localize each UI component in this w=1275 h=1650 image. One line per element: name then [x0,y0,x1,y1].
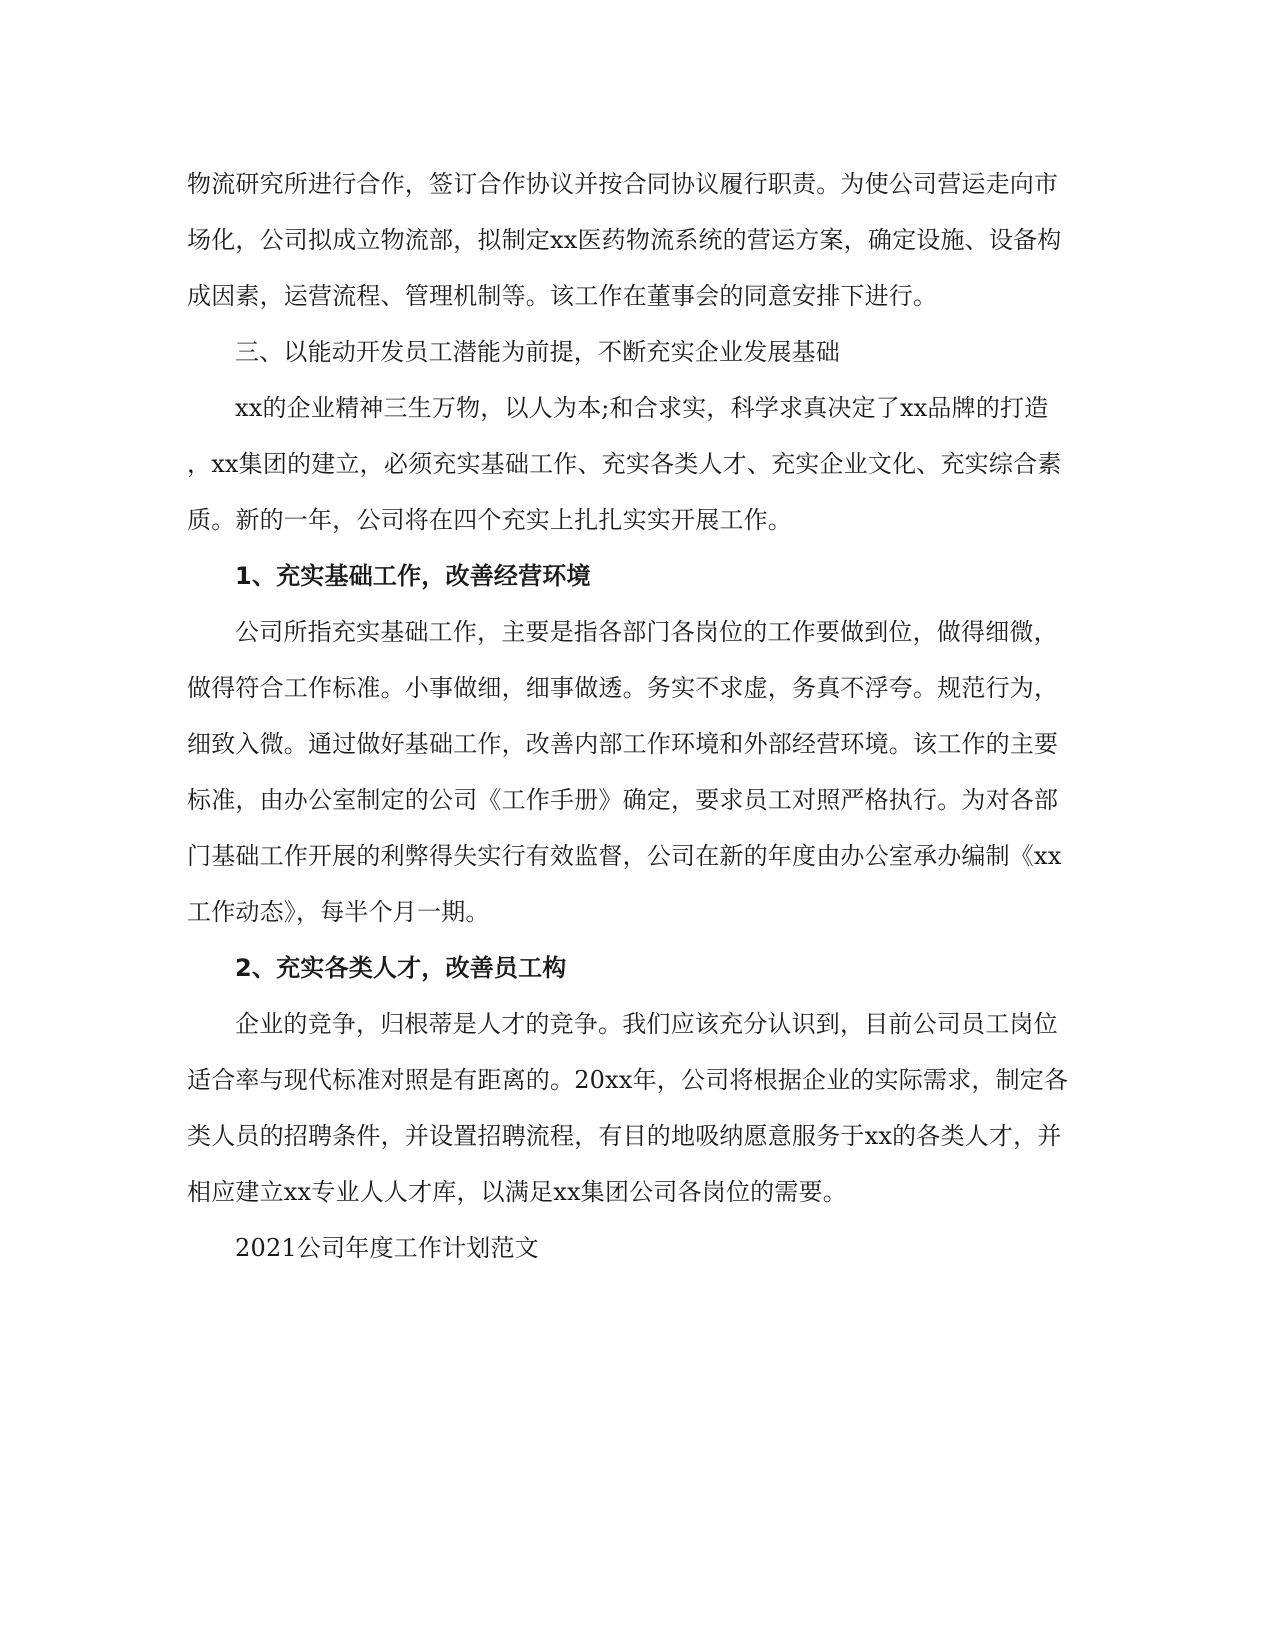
section-heading: 三、以能动开发员工潜能为前提，不断充实企业发展基础 [235,338,840,366]
body-text-line: 场化，公司拟成立物流部，拟制定xx医药物流系统的营运方案，确定设施、设备构 [187,226,1062,254]
body-text-line: 物流研究所进行合作，签订合作协议并按合同协议履行职责。为使公司营运走向市 [187,170,1059,198]
body-text-line: 适合率与现代标准对照是有距离的。20xx年，公司将根据企业的实际需求，制定各 [187,1066,1069,1094]
body-text-line: 做得符合工作标准。小事做细，细事做透。务实不求虚，务真不浮夸。规范行为， [187,674,1059,702]
body-text-line: 门基础工作开展的利弊得失实行有效监督，公司在新的年度由办公室承办编制《xx [187,842,1062,870]
body-text-line: 标准，由办公室制定的公司《工作手册》确定，要求员工对照严格执行。为对各部 [187,786,1059,814]
body-text-line: 成因素，运营流程、管理机制等。该工作在董事会的同意安排下进行。 [187,282,938,310]
subsection-heading: 1、充实基础工作，改善经营环境 [235,562,591,590]
body-text-line: 工作动态》，每半个月一期。 [187,898,490,926]
body-text-line: 公司所指充实基础工作，主要是指各部门各岗位的工作要做到位，做得细微， [235,618,1058,646]
body-text-line: 细致入微。通过做好基础工作，改善内部工作环境和外部经营环境。该工作的主要 [187,730,1059,758]
body-text-line: 类人员的招聘条件，并设置招聘流程，有目的地吸纳愿意服务于xx的各类人才，并 [187,1122,1062,1150]
body-text-line: 质。新的一年，公司将在四个充实上扎扎实实开展工作。 [187,506,792,534]
body-text-line: 相应建立xx专业人人才库，以满足xx集团公司各岗位的需要。 [187,1178,847,1206]
body-text-line: xx的企业精神三生万物，以人为本;和合求实，科学求真决定了xx品牌的打造 [235,394,1049,422]
body-text-line: 企业的竞争，归根蒂是人才的竞争。我们应该充分认识到，目前公司员工岗位 [235,1010,1058,1038]
document-title-line: 2021公司年度工作计划范文 [235,1234,539,1262]
body-text-line: ，xx集团的建立，必须充实基础工作、充实各类人才、充实企业文化、充实综合素 [187,450,1062,478]
subsection-heading: 2、充实各类人才，改善员工构 [235,954,567,982]
